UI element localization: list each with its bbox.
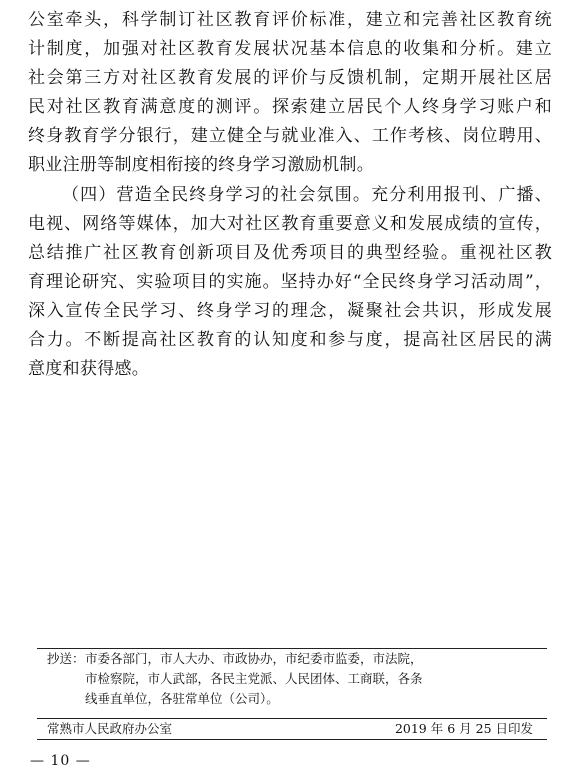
body-line: 公室牵头，科学制订社区教育评价标准，建立和完善社区教育统 (28, 10, 552, 30)
body-line: 合力。不断提高社区教育的认知度和参与度，提高社区居民的满 (28, 330, 552, 351)
body-line: 意度和获得感。 (28, 359, 150, 380)
issue-date: 2019 年 6 月 25 日印发 (394, 721, 533, 736)
body-line: 社会第三方对社区教育发展的评价与反馈机制，定期开展社区居 (28, 68, 552, 89)
cc-label: 抄送： (47, 651, 85, 666)
body-text (28, 6, 552, 384)
body-line: 育理论研究、实验项目的实施。坚持办好“全民终身学习活动周”， (28, 271, 552, 292)
cc-line: 线垂直单位，各驻常单位（公司）。 (85, 691, 279, 706)
body-line: 电视、网络等媒体，加大对社区教育重要意义和发展成绩的宣传， (28, 213, 552, 234)
cc-line: 市委各部门，市人大办、市政协办，市纪委市监委，市法院， (85, 651, 423, 666)
section-heading-line: （四）营造全民终身学习的社会氛围。充分利用报刊、广播、 (62, 184, 552, 205)
cc-recipients (85, 649, 547, 709)
cc-line: 市检察院，市人武部，各民主党派、人民团体、工商联，各条 (85, 671, 423, 686)
body-line: 民对社区教育满意度的测评。探索建立居民个人终身学习账户和 (28, 97, 552, 118)
body-line: 终身教育学分银行，建立健全与就业准入、工作考核、岗位聘用、 (28, 126, 552, 147)
issuer-name: 常熟市人民政府办公室 (47, 721, 173, 736)
body-line: 总结推广社区教育创新项目及优秀项目的典型经验。重视社区教 (28, 242, 552, 263)
cc-distribution-block (37, 648, 547, 709)
cc-row (37, 649, 547, 709)
body-line: 计制度，加强对社区教育发展状况基本信息的收集和分析。建立 (28, 39, 552, 60)
body-line: 深入宣传全民学习、终身学习的理念，凝聚社会共识，形成发展 (28, 300, 552, 321)
issue-info-row (37, 718, 547, 740)
body-line: 职业注册等制度相衔接的终身学习激励机制。 (28, 155, 374, 176)
page-number: — 10 — (30, 753, 91, 769)
